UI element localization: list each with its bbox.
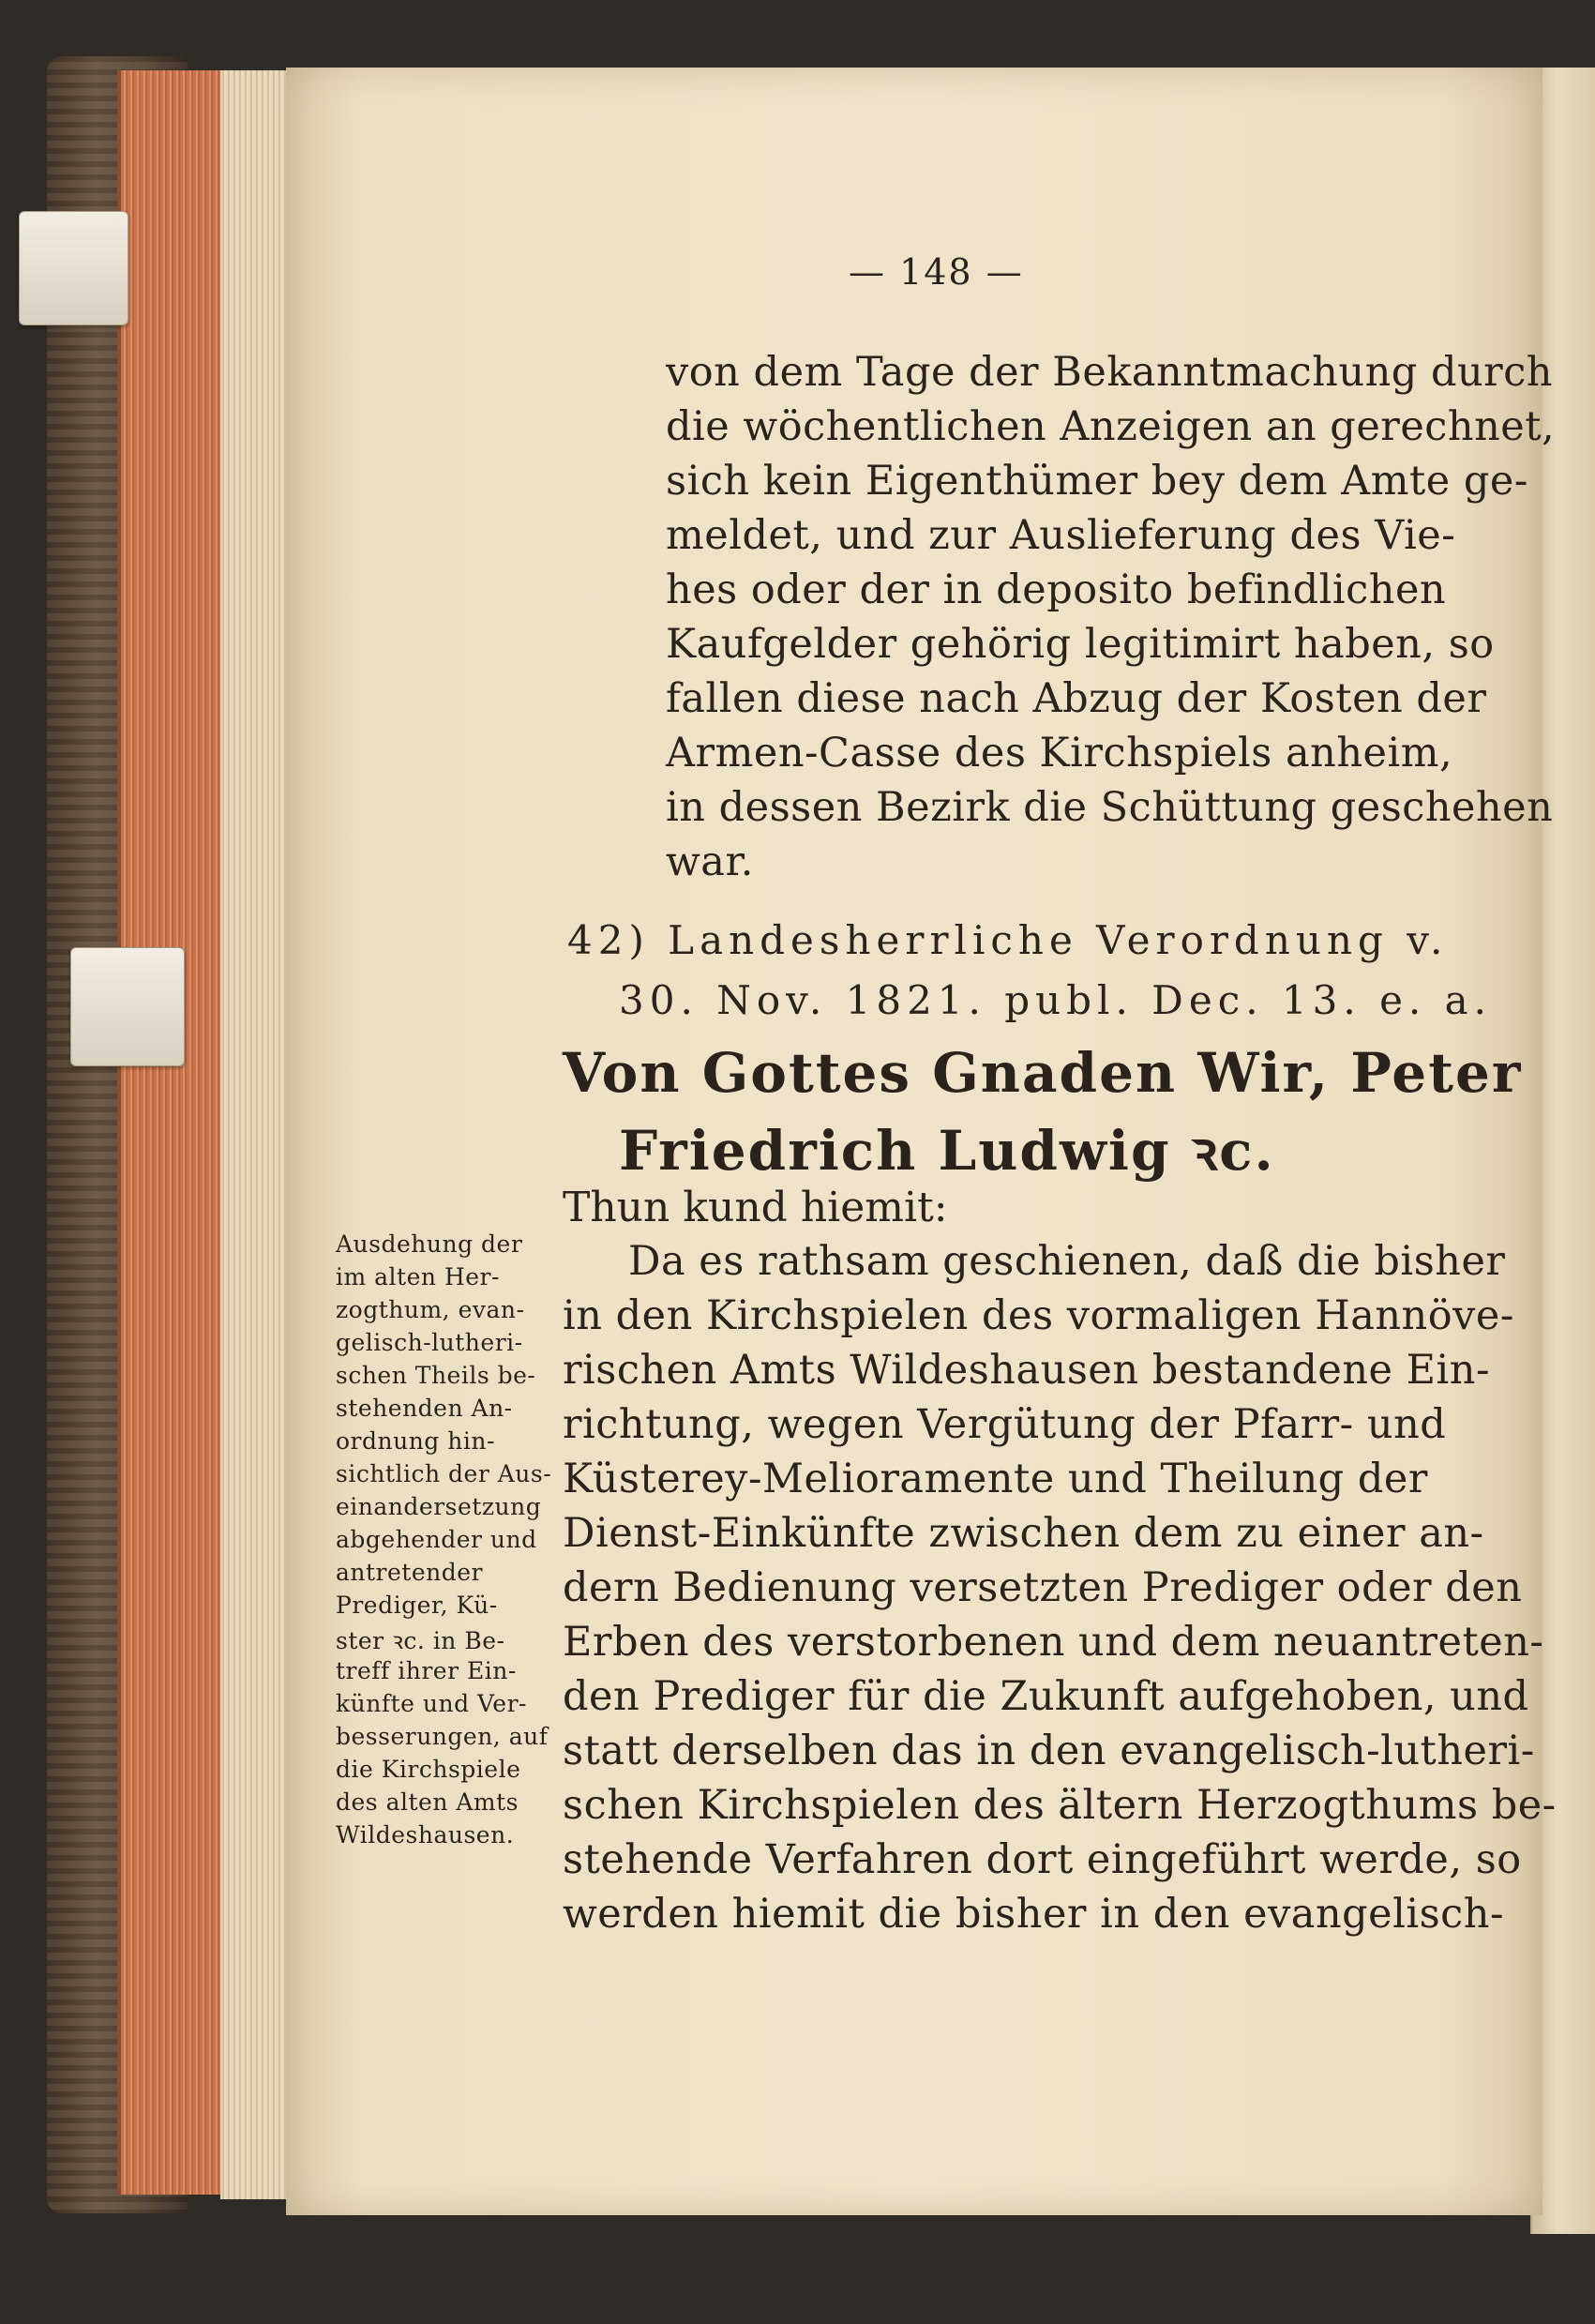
top-paragraph-line: in dessen Bezirk die Schüttung geschehen xyxy=(666,784,1554,831)
margin-note-line: schen Theils be- xyxy=(336,1362,536,1389)
main-paragraph-line: Küsterey-Melioramente und Theilung der xyxy=(563,1456,1428,1502)
margin-note-line: antretender xyxy=(336,1559,483,1586)
main-paragraph-line: stehende Verfahren dort eingeführt werde, so xyxy=(563,1836,1522,1883)
margin-note-line: ster ꝛc. in Be- xyxy=(336,1627,505,1654)
margin-note-line: sichtlich der Aus- xyxy=(336,1460,552,1487)
main-paragraph-line: den Prediger für die Zukunft aufgehoben, und xyxy=(563,1673,1529,1720)
margin-note-line: abgehender und xyxy=(336,1526,537,1553)
intro-line: Thun kund hiemit: xyxy=(563,1184,948,1231)
margin-note-line: des alten Amts xyxy=(336,1788,519,1816)
main-paragraph-line: werden hiemit die bisher in den evangelisch- xyxy=(563,1891,1504,1938)
main-paragraph-line: schen Kirchspielen des ältern Herzogthums be- xyxy=(563,1782,1557,1829)
margin-note-line: ordnung hin- xyxy=(336,1427,495,1455)
margin-note-line: zogthum, evan- xyxy=(336,1296,525,1323)
top-paragraph-line: Armen-Casse des Kirchspiels anheim, xyxy=(666,730,1453,777)
margin-note-line: im alten Her- xyxy=(336,1263,500,1290)
margin-note-line: besserungen, auf xyxy=(336,1723,549,1750)
top-paragraph-line: war. xyxy=(666,838,754,885)
main-paragraph-line: statt derselben das in den evangelisch-lutheri- xyxy=(563,1728,1535,1774)
top-paragraph-line: hes oder der in deposito befindlichen xyxy=(666,566,1447,613)
top-paragraph-line: die wöchentlichen Anzeigen an gerechnet, xyxy=(666,403,1556,450)
top-paragraph-line: von dem Tage der Bekanntmachung durch xyxy=(666,349,1554,396)
page-number: — 148 — xyxy=(849,251,1024,293)
top-paragraph-line: Kaufgelder gehörig legitimirt haben, so xyxy=(666,621,1495,668)
section-heading: 42) Landesherrliche Verordnung v. xyxy=(567,917,1449,963)
decree-title-continued: Friedrich Ludwig ꝛc. xyxy=(619,1119,1275,1183)
main-paragraph-line: dern Bedienung versetzten Prediger oder den xyxy=(563,1564,1523,1611)
main-paragraph-line: rischen Amts Wildeshausen bestandene Ein- xyxy=(563,1347,1490,1394)
decree-title: Von Gottes Gnaden Wir, Peter xyxy=(563,1041,1523,1105)
margin-note-line: stehenden An- xyxy=(336,1395,513,1422)
margin-note-line: Prediger, Kü- xyxy=(336,1592,498,1619)
paper-tab-middle xyxy=(70,947,185,1066)
margin-note-line: Ausdehung der xyxy=(336,1230,523,1258)
margin-note-line: künfte und Ver- xyxy=(336,1690,527,1717)
margin-note-line: einandersetzung xyxy=(336,1493,542,1520)
margin-note-line: Wildeshausen. xyxy=(336,1821,515,1849)
main-paragraph-line: in den Kirchspielen des vormaligen Hannöve- xyxy=(563,1292,1514,1339)
margin-note-line: treff ihrer Ein- xyxy=(336,1657,517,1684)
section-heading-date: 30. Nov. 1821. publ. Dec. 13. e. a. xyxy=(619,977,1493,1023)
margin-note-line: gelisch-lutheri- xyxy=(336,1329,523,1356)
main-paragraph-line: richtung, wegen Vergütung der Pfarr- und xyxy=(563,1401,1447,1448)
main-paragraph-line: Erben des verstorbenen und dem neuantreten- xyxy=(563,1619,1544,1666)
page-edges xyxy=(117,70,224,2195)
paper-tab-top xyxy=(19,211,128,325)
main-paragraph-line: Dienst-Einkünfte zwischen dem zu einer an- xyxy=(563,1510,1484,1557)
top-paragraph-line: sich kein Eigenthümer bey dem Amte ge- xyxy=(666,458,1528,505)
main-paragraph-line: Da es rathsam geschienen, daß die bisher xyxy=(628,1238,1506,1285)
top-paragraph-line: meldet, und zur Auslieferung des Vie- xyxy=(666,512,1456,559)
top-paragraph-line: fallen diese nach Abzug der Kosten der xyxy=(666,675,1487,722)
page-edges-inner xyxy=(220,70,295,2199)
margin-note-line: die Kirchspiele xyxy=(336,1756,521,1783)
